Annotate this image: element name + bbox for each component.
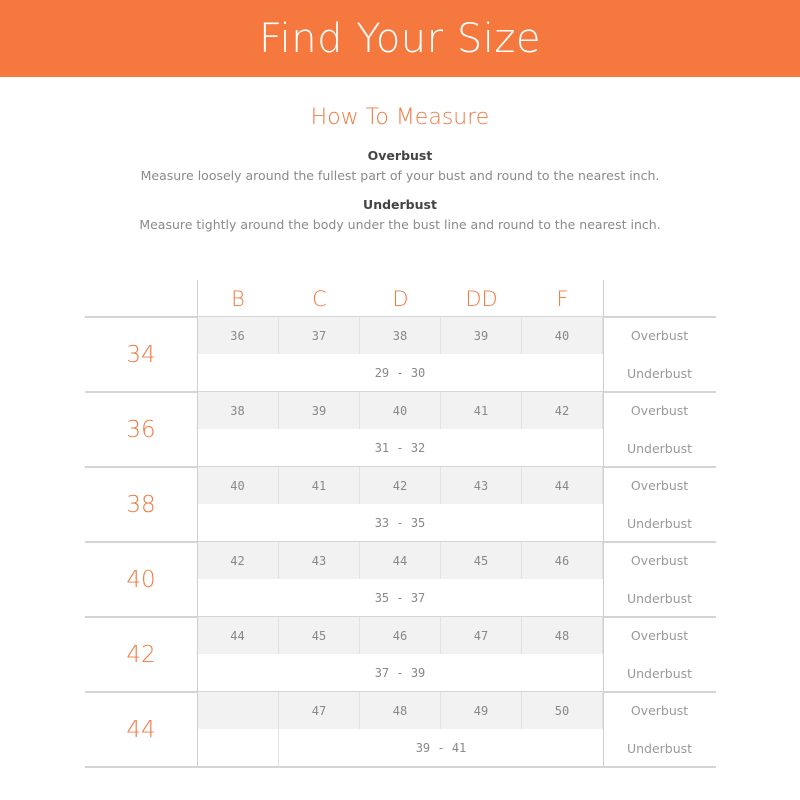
- overbust-cell: 41: [441, 392, 522, 429]
- overbust-cell: 42: [197, 542, 279, 579]
- overbust-cell: 41: [279, 467, 360, 504]
- overbust-cell: 49: [441, 692, 522, 729]
- underbust-label: Underbust: [626, 740, 693, 756]
- band-size-40: 40: [126, 566, 156, 593]
- overbust-label: Overbust: [630, 553, 689, 568]
- cup-header-f: F: [556, 286, 569, 311]
- overbust-cell: 40: [522, 317, 603, 354]
- underbust-range: 37 - 39: [374, 666, 426, 680]
- overbust-cell: 47: [279, 692, 360, 729]
- underbust-label: Underbust: [626, 365, 693, 381]
- overbust-cell: 44: [522, 467, 603, 504]
- column-divider: [603, 280, 604, 767]
- overbust-cell: [197, 692, 279, 729]
- cup-header-d: D: [392, 286, 409, 311]
- overbust-cell: 43: [441, 467, 522, 504]
- overbust-cell: 44: [360, 542, 441, 579]
- band-size-44: 44: [126, 716, 156, 743]
- overbust-label: Overbust: [630, 478, 689, 493]
- empty-cell: [197, 729, 279, 767]
- overbust-cell: 48: [360, 692, 441, 729]
- page-title: Find Your Size: [259, 15, 541, 62]
- overbust-label: Overbust: [630, 403, 689, 418]
- cup-header-b: B: [231, 286, 245, 311]
- overbust-cell: 45: [441, 542, 522, 579]
- cup-header-c: C: [312, 286, 327, 311]
- underbust-label: Underbust: [626, 590, 693, 606]
- underbust-instructions: Measure tightly around the body under the bust line and round to the nearest inch.: [139, 217, 661, 232]
- underbust-label: Underbust: [626, 515, 693, 531]
- overbust-cell: 38: [360, 317, 441, 354]
- underbust-label: Underbust: [626, 665, 693, 681]
- row-divider: [85, 766, 716, 768]
- overbust-instructions: Measure loosely around the fullest part of your bust and round to the nearest inch.: [140, 168, 660, 183]
- overbust-cell: 42: [522, 392, 603, 429]
- underbust-range: 39 - 41: [415, 741, 467, 755]
- overbust-cell: 46: [360, 617, 441, 654]
- overbust-cell: 46: [522, 542, 603, 579]
- band-size-42: 42: [126, 641, 156, 668]
- underbust-range: 35 - 37: [374, 591, 426, 605]
- overbust-cell: 44: [197, 617, 279, 654]
- overbust-label: Overbust: [630, 703, 689, 718]
- overbust-cell: 39: [441, 317, 522, 354]
- overbust-cell: 36: [197, 317, 279, 354]
- band-size-34: 34: [126, 341, 156, 368]
- overbust-cell: 37: [279, 317, 360, 354]
- overbust-cell: 42: [360, 467, 441, 504]
- how-to-measure-heading: How To Measure: [310, 105, 490, 130]
- overbust-cell: 38: [197, 392, 279, 429]
- overbust-cell: 47: [441, 617, 522, 654]
- underbust-range: 29 - 30: [374, 366, 426, 380]
- overbust-cell: 48: [522, 617, 603, 654]
- band-size-38: 38: [126, 491, 156, 518]
- overbust-cell: 40: [360, 392, 441, 429]
- underbust-label: Underbust: [626, 440, 693, 456]
- overbust-cell: 45: [279, 617, 360, 654]
- band-size-36: 36: [126, 416, 156, 443]
- overbust-label: Overbust: [630, 328, 689, 343]
- overbust-cell: 50: [522, 692, 603, 729]
- underbust-range: 31 - 32: [374, 441, 426, 455]
- overbust-cell: 43: [279, 542, 360, 579]
- column-divider: [197, 280, 198, 767]
- overbust-heading: Overbust: [367, 148, 433, 163]
- overbust-label: Overbust: [630, 628, 689, 643]
- overbust-cell: 40: [197, 467, 279, 504]
- underbust-heading: Underbust: [363, 197, 437, 212]
- cup-header-dd: DD: [465, 286, 498, 311]
- underbust-range: 33 - 35: [374, 516, 426, 530]
- overbust-cell: 39: [279, 392, 360, 429]
